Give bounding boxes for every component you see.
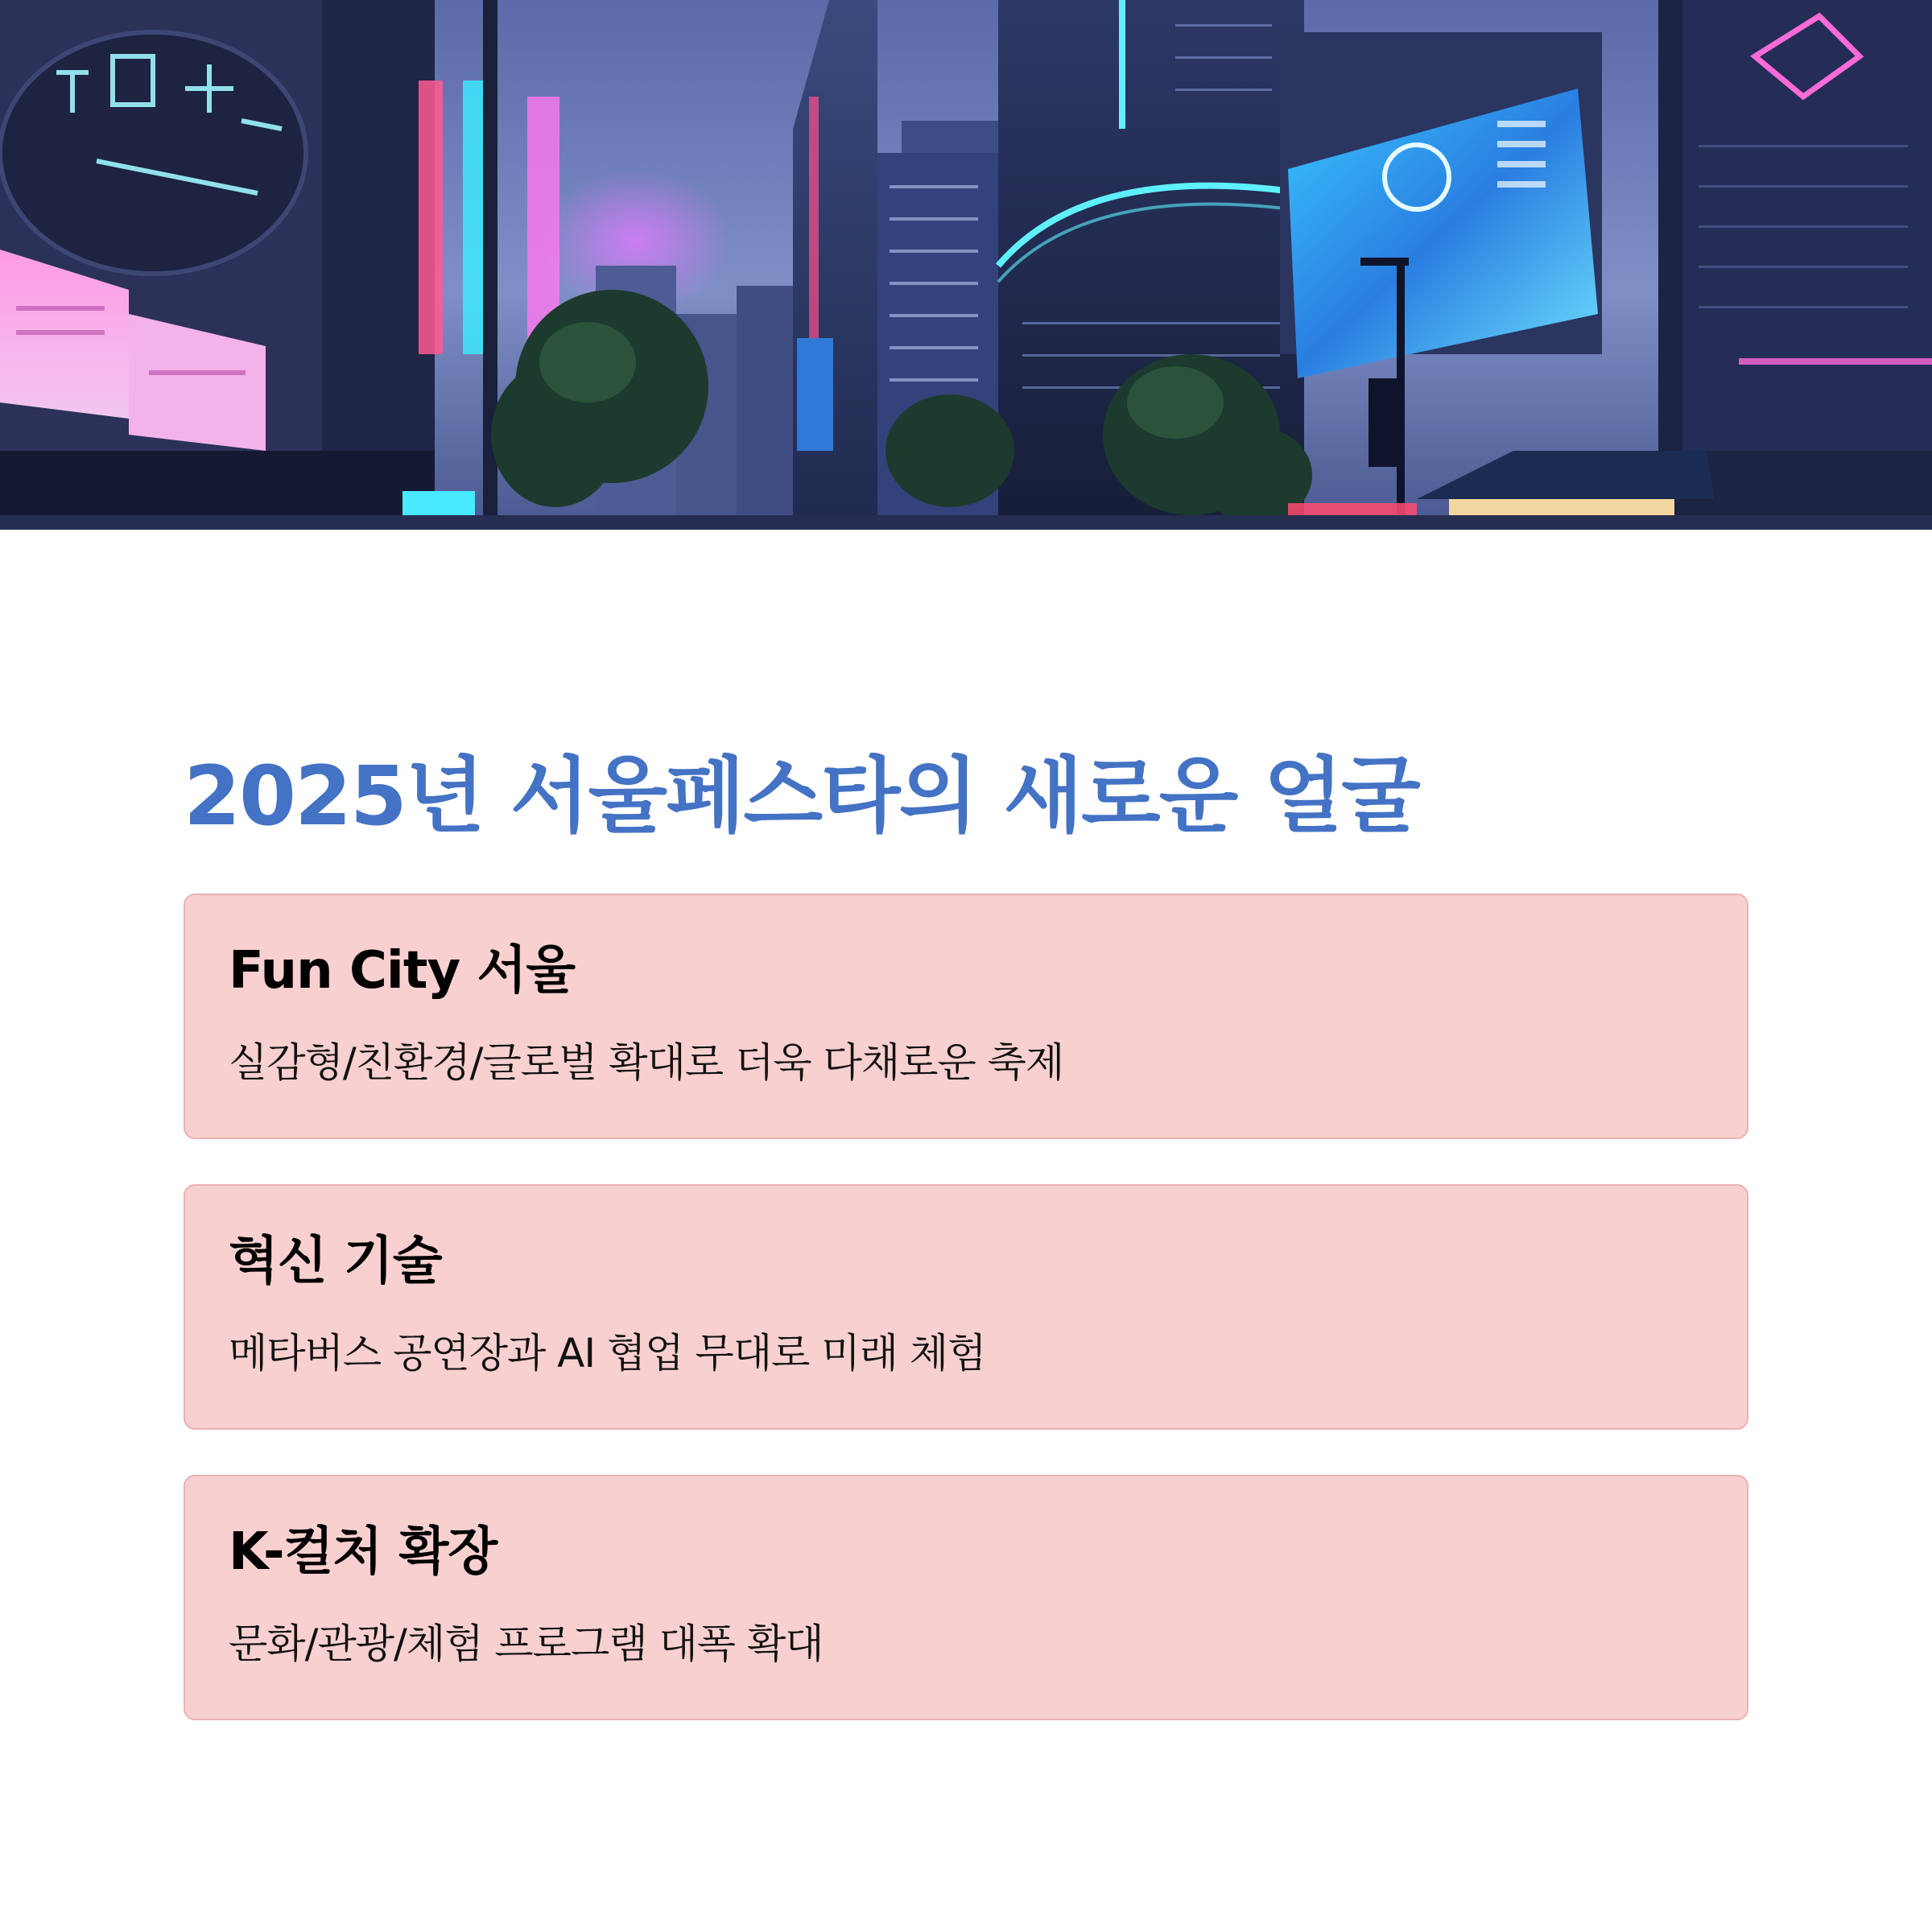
page-title: 2025년 서울페스타의 새로운 얼굴 xyxy=(184,749,1419,844)
feature-card-innovation-tech xyxy=(184,1184,1748,1430)
card-description: 실감형/친환경/글로벌 확대로 더욱 다채로운 축제 xyxy=(229,1039,1064,1086)
card-title: K-컬처 확장 xyxy=(229,1522,497,1582)
card-description: 메타버스 공연장과 AI 협업 무대로 미래 체험 xyxy=(229,1330,986,1377)
city-skyline-illustration xyxy=(0,0,1932,530)
card-description: 문화/관광/체험 프로그램 대폭 확대 xyxy=(229,1620,824,1667)
feature-card-fun-city xyxy=(184,894,1748,1139)
card-title: 혁신 기술 xyxy=(229,1232,442,1291)
feature-card-k-culture xyxy=(184,1475,1748,1720)
hero-image xyxy=(0,0,1932,530)
card-title: Fun City 서울 xyxy=(229,941,576,1001)
